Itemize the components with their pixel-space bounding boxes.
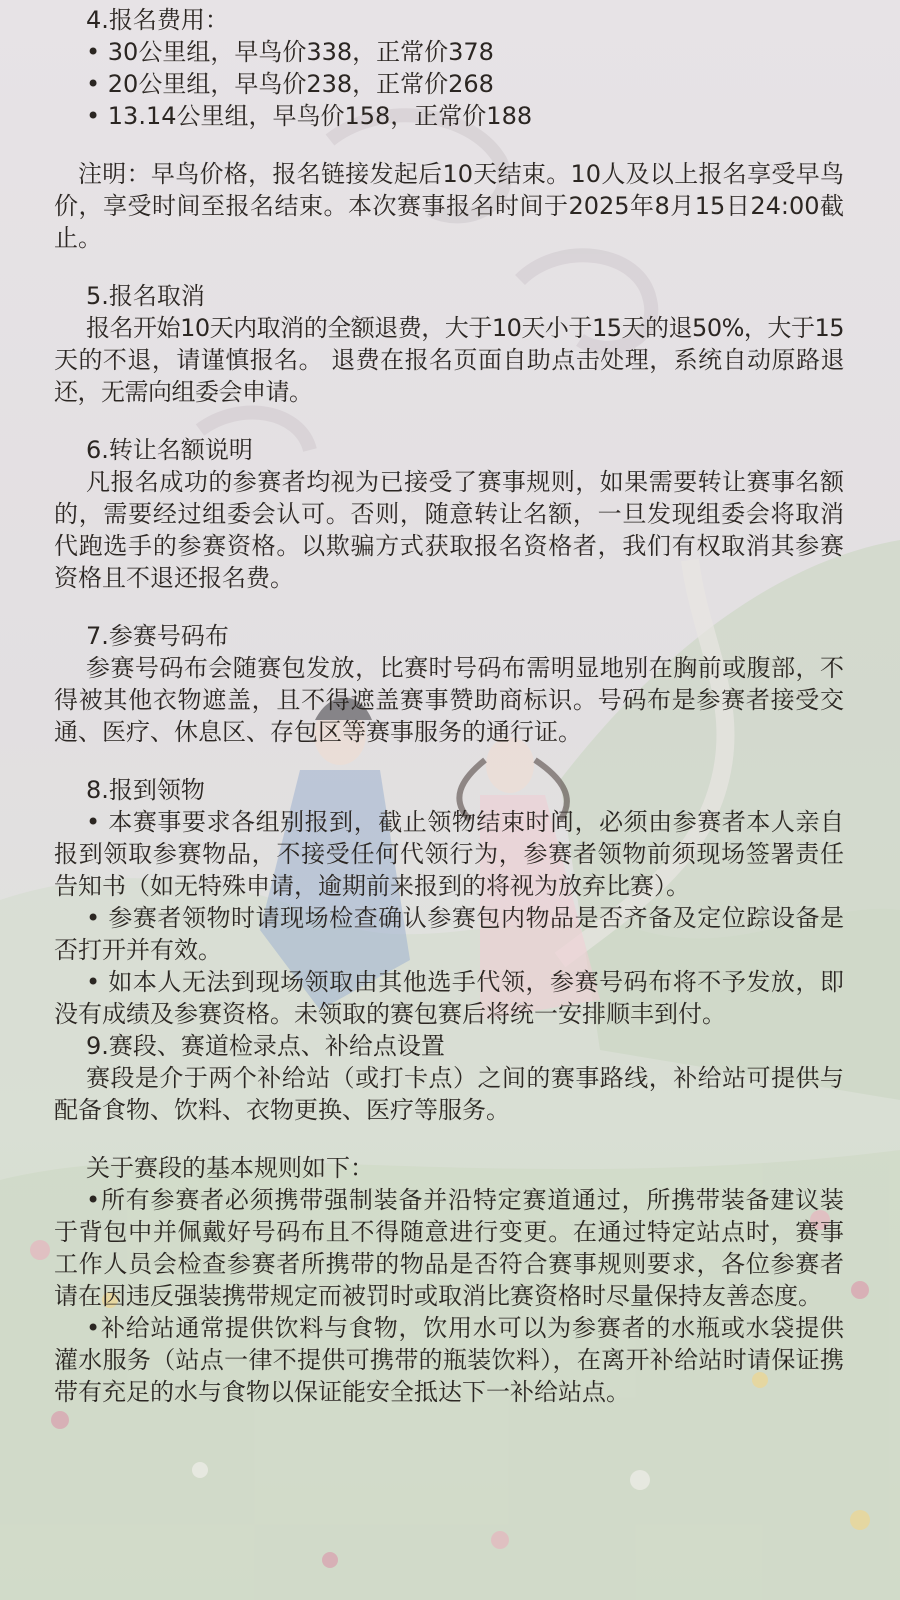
section-7-body: 参赛号码布会随赛包发放，比赛时号码布需明显地别在胸前或腹部，不得被其他衣物遮盖，且不得遮盖赛事赞助商标识。号码布是参赛者接受交通、医疗、休息区、存包区等赛事服务的通行证。 [54, 654, 844, 746]
pickup-rule-item: • 参赛者领物时请现场检查确认参赛包内物品是否齐备及定位踪设备是否打开并有效。 [54, 904, 844, 964]
stage-rule-item: •所有参赛者必须携带强制装备并沿特定赛道通过，所携带装备建议装于背包中并佩戴好号码布且不得随意进行变更。在通过特定站点时，赛事工作人员会检查参赛者所携带的物品是否符合赛事规则要求，各位参赛者请在因违反强装携带规定而被罚时或取消比赛资格时尽量保持友善态度。 [54, 1186, 844, 1310]
section-8-heading: 8.报到领物 [86, 776, 205, 804]
fee-item: • 13.14公里组，早鸟价158，正常价188 [86, 102, 533, 130]
document-body [54, 4, 844, 1408]
pickup-rule-item: • 如本人无法到现场领取由其他选手代领，参赛号码布将不予发放，即没有成绩及参赛资格。未领取的赛包赛后将统一安排顺丰到付。 [54, 968, 844, 1028]
fee-item: • 20公里组，早鸟价238，正常价268 [86, 70, 494, 98]
section-6-heading: 6.转让名额说明 [86, 436, 253, 464]
section-6-body: 凡报名成功的参赛者均视为已接受了赛事规则，如果需要转让赛事名额的，需要经过组委会认可。否则，随意转让名额，一旦发现组委会将取消代跑选手的参赛资格。以欺骗方式获取报名资格者，我们有权取消其参赛资格且不退还报名费。 [54, 468, 844, 592]
stage-rule-item: •补给站通常提供饮料与食物，饮用水可以为参赛者的水瓶或水袋提供灌水服务（站点一律不提供可携带的瓶装饮料），在离开补给站时请保证携带有充足的水与食物以保证能安全抵达下一补给站点。 [54, 1314, 844, 1406]
section-5-heading: 5.报名取消 [86, 282, 205, 310]
early-bird-note: 注明：早鸟价格，报名链接发起后10天结束。10人及以上报名享受早鸟价，享受时间至报名结束。本次赛事报名时间于2025年8月15日24:00截止。 [54, 160, 844, 252]
stage-rules-heading: 关于赛段的基本规则如下： [86, 1154, 374, 1182]
section-9-body: 赛段是介于两个补给站（或打卡点）之间的赛事路线，补给站可提供与配备食物、饮料、衣物更换、医疗等服务。 [54, 1064, 844, 1124]
section-5-body: 报名开始10天内取消的全额退费，大于10天小于15天的退50%，大于15天的不退，请谨慎报名。 退费在报名页面自助点击处理，系统自动原路退还，无需向组委会申请。 [54, 314, 844, 406]
section-4-heading: 4.报名费用： [86, 6, 229, 34]
section-9-heading: 9.赛段、赛道检录点、补给点设置 [86, 1032, 445, 1060]
section-7-heading: 7.参赛号码布 [86, 622, 229, 650]
pickup-rule-item: • 本赛事要求各组别报到，截止领物结束时间，必须由参赛者本人亲自报到领取参赛物品，不接受任何代领行为，参赛者领物前须现场签署责任告知书（如无特殊申请，逾期前来报到的将视为放弃比赛）。 [54, 808, 844, 900]
fee-item: • 30公里组，早鸟价338，正常价378 [86, 38, 494, 66]
